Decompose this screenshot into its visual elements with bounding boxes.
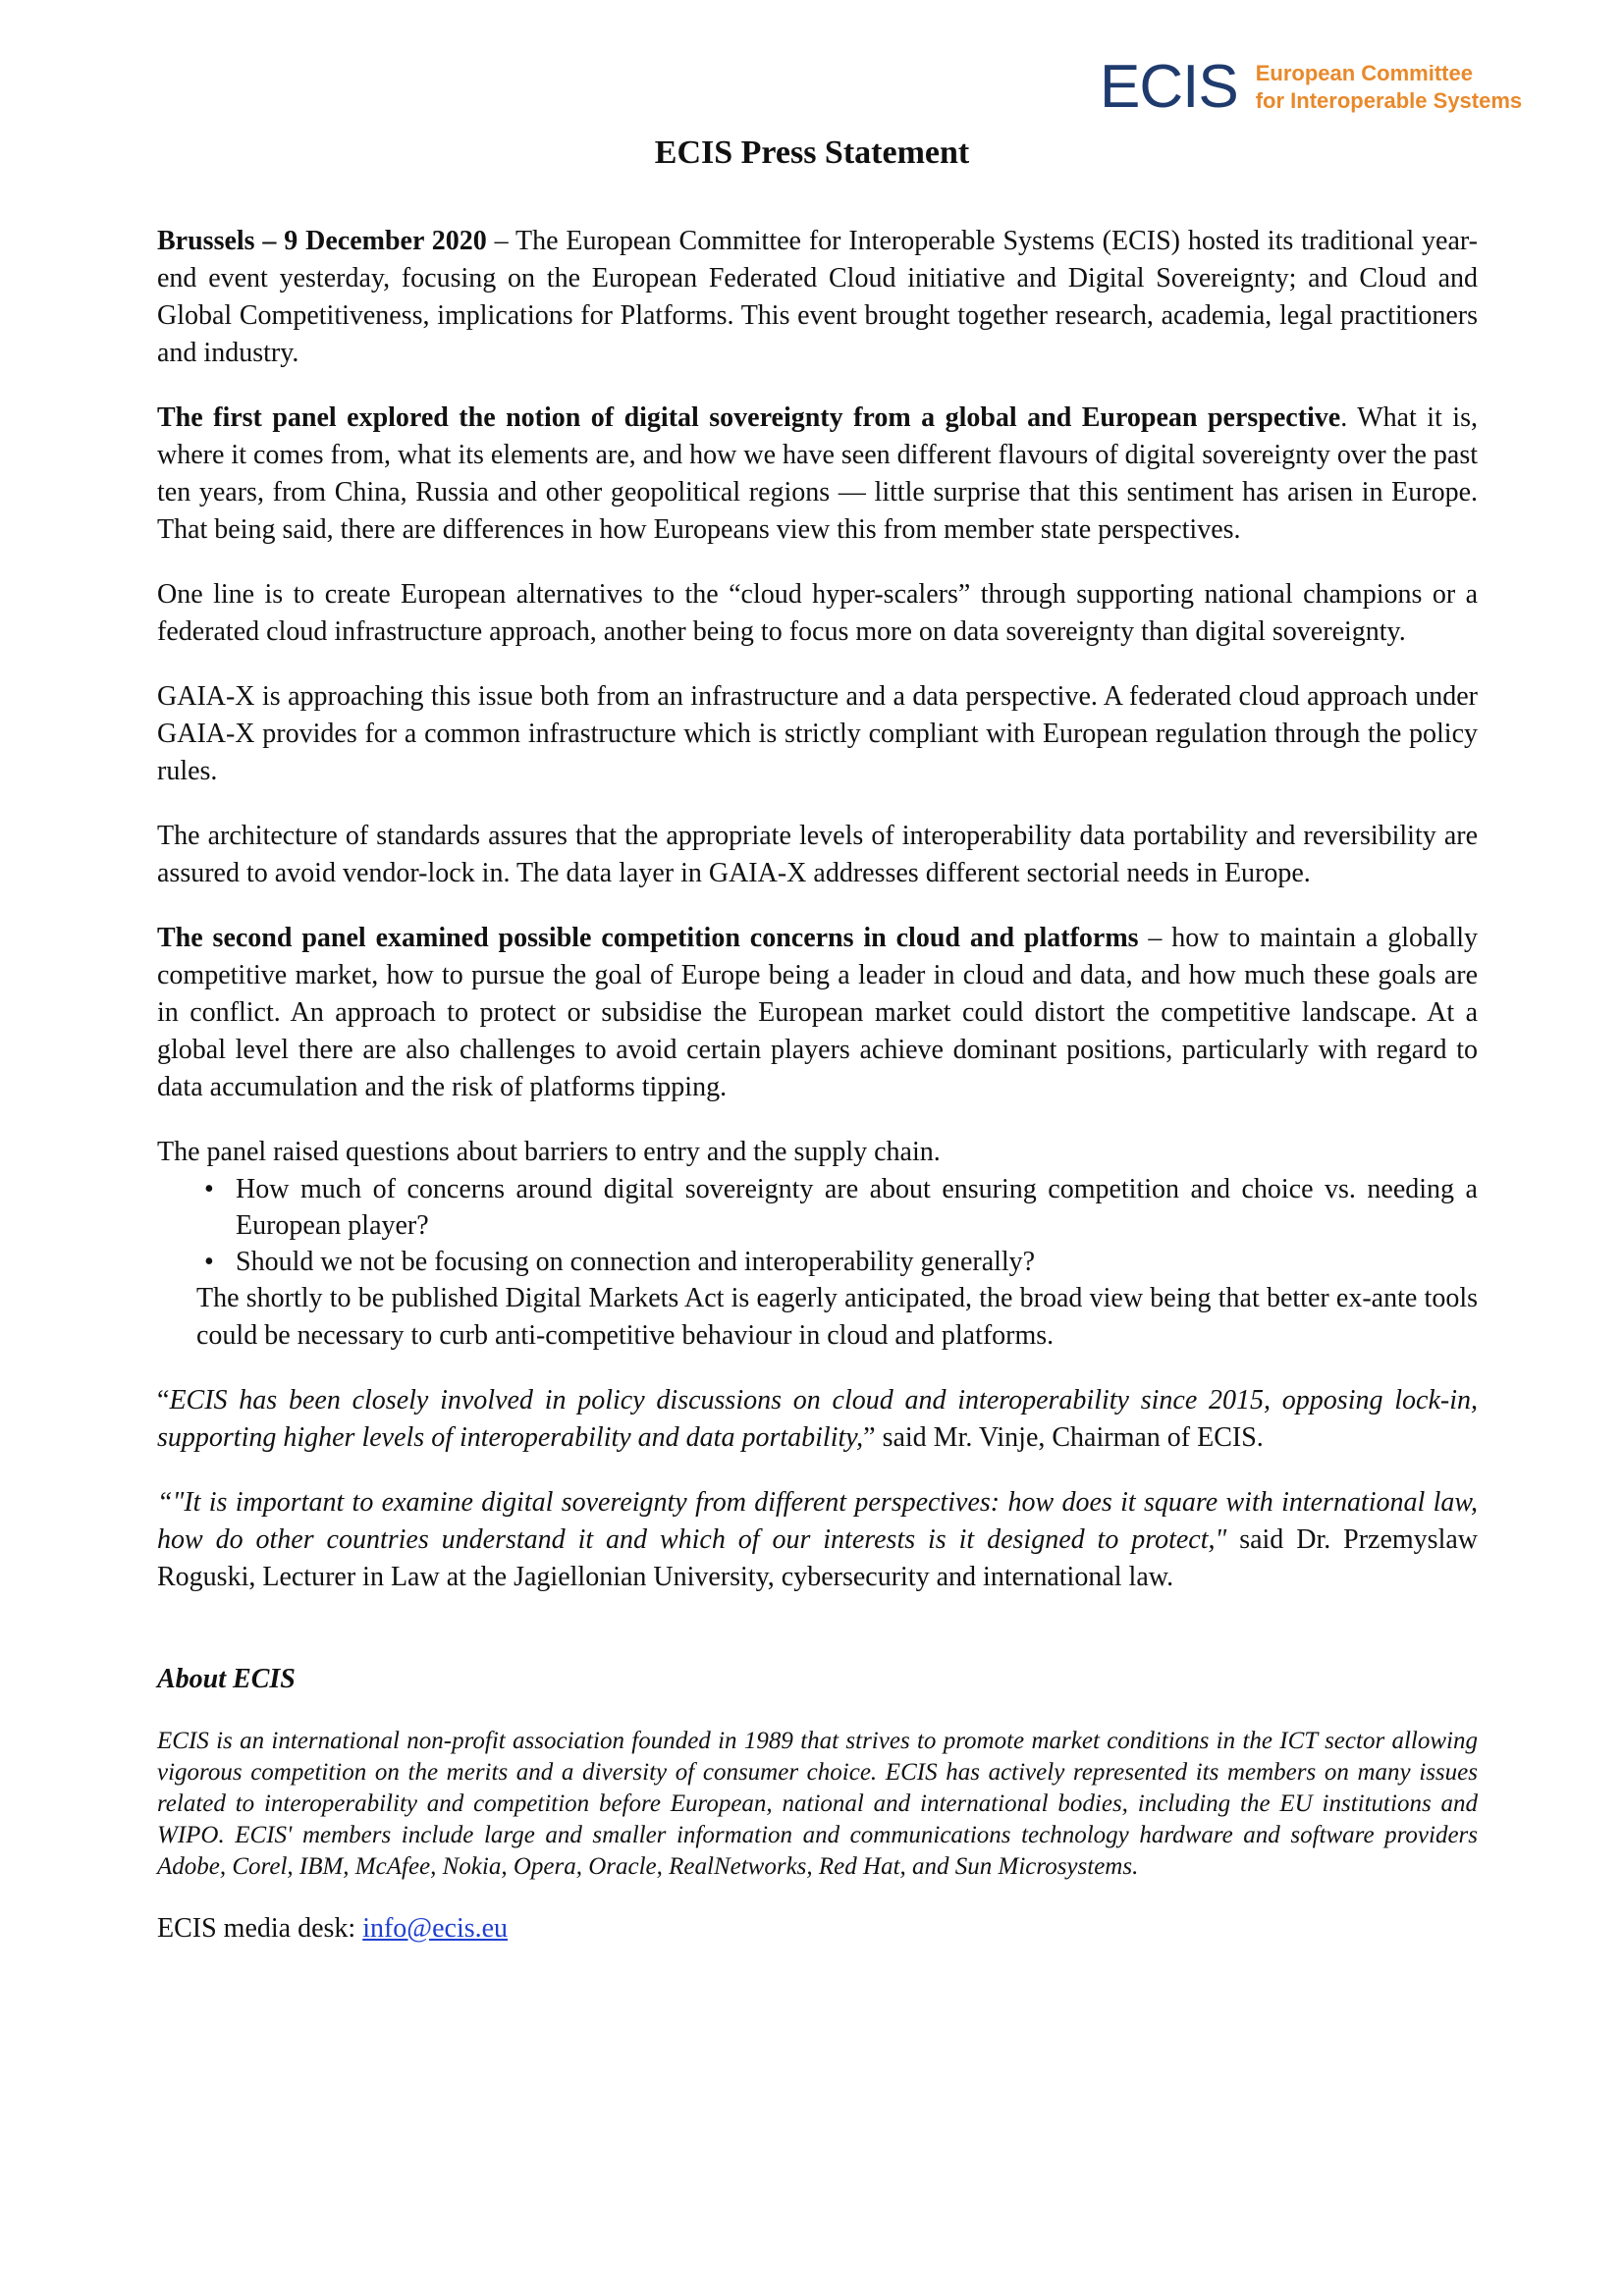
second-panel-lead: The second panel examined possible competition concerns in cloud and platforms	[157, 923, 1139, 953]
logo-name	[1256, 60, 1522, 115]
quote-vinje: “ECIS has been closely involved in policy discussions on cloud and interoperability since 2015, opposing lock-in, supporting higher levels of interoperability and data portability,” said Mr. Vinje, Chairman of ECIS.	[157, 1385, 1478, 1453]
intro-paragraph: Brussels – 9 December 2020 – The European Committee for Interoperable Systems (ECIS) hosted its traditional year-end event yesterday, focusing on the European Federated Cloud initiative and Digital Sovereignty; and Cloud and Global Competitiveness, implications for Platforms. This event brought together research, academia, legal practitioners and industry.	[157, 226, 1478, 368]
media-email-link[interactable]: info@ecis.eu	[362, 1913, 509, 1944]
paragraph-standards: The architecture of standards assures that the appropriate levels of interoperability data portability and reversibility are assured to avoid vendor-lock in. The data layer in GAIA-X addresses different sectorial needs in Europe.	[157, 821, 1478, 888]
paragraph-gaia-x: GAIA-X is approaching this issue both from an infrastructure and a data perspective. A federated cloud approach under GAIA-X provides for a common infrastructure which is strictly compliant with European regulation through the policy rules.	[157, 681, 1478, 786]
list-item: • Should we not be focusing on connection and interoperability generally?	[196, 1244, 1478, 1280]
paragraph-dma: The shortly to be published Digital Markets Act is eagerly anticipated, the broad view being that better ex-ante tools could be necessary to curb anti-competitive behaviour in cloud and platforms.	[196, 1283, 1478, 1351]
paragraph-alternatives: One line is to create European alternatives to the “cloud hyper-scalers” through supporting national champions or a federated cloud infrastructure approach, another being to focus more on data sovereignty than digital sovereignty.	[157, 579, 1478, 647]
first-panel-paragraph: The first panel explored the notion of digital sovereignty from a global and European perspective. What it is, where it comes from, what its elements are, and how we have seen different flavours of digital sovereignty over the past ten years, from China, Russia and other geopolitical regions — little surprise that this sentiment has arisen in Europe. That being said, there are differences in how Europeans view this from member state perspectives.	[157, 402, 1478, 545]
logo-name-line2: for Interoperable Systems	[1255, 88, 1523, 113]
logo-name-line1: European Committee	[1255, 61, 1473, 85]
question-list	[157, 1171, 1478, 1280]
about-heading: About ECIS	[157, 1664, 296, 1694]
media-desk	[157, 1910, 1478, 1948]
media-desk-label: ECIS media desk:	[157, 1913, 363, 1944]
page-title: ECIS Press Statement	[654, 134, 970, 171]
list-item: • How much of concerns around digital sovereignty are about ensuring competition and choice vs. needing a European player?	[196, 1171, 1478, 1244]
press-statement-body	[157, 223, 1478, 1975]
about-text: ECIS is an international non-profit association founded in 1989 that strives to promote market conditions in the ICT sector allowing vigorous competition on the merits and a diversity of consumer choice. ECIS has actively represented its members on many issues related to interoperability and competition before European, national and international bodies, including the EU institutions and WIPO. ECIS' members include large and smaller information and communications technology hardware and software providers Adobe, Corel, IBM, McAfee, Nokia, Opera, Oracle, RealNetworks, Red Hat, and Sun Microsystems.	[157, 1728, 1478, 1880]
second-panel-paragraph: The second panel examined possible competition concerns in cloud and platforms – how to maintain a globally competitive market, how to pursue the goal of Europe being a leader in cloud and data, and how much these goals are in conflict. An approach to protect or subsidise the European market could distort the competitive landscape. At a global level there are also challenges to avoid certain players achieve dominant positions, particularly with regard to data accumulation and the risk of platforms tipping.	[157, 923, 1478, 1102]
ecis-logo	[1100, 53, 1523, 121]
quote-roguski: “"It is important to examine digital sovereignty from different perspectives: how does it square with international law, how do other countries understand it and which of our interests is it designed to protect," said Dr. Przemyslaw Roguski, Lecturer in Law at the Jagiellonian University, cybersecurity and international law.	[157, 1487, 1478, 1592]
panel-questions-intro: The panel raised questions about barriers to entry and the supply chain.	[157, 1137, 941, 1167]
first-panel-lead: The first panel explored the notion of digital sovereignty from a global and European perspective	[157, 402, 1341, 433]
dateline: Brussels – 9 December 2020	[157, 226, 487, 256]
logo-mark: ECIS	[1100, 53, 1238, 121]
